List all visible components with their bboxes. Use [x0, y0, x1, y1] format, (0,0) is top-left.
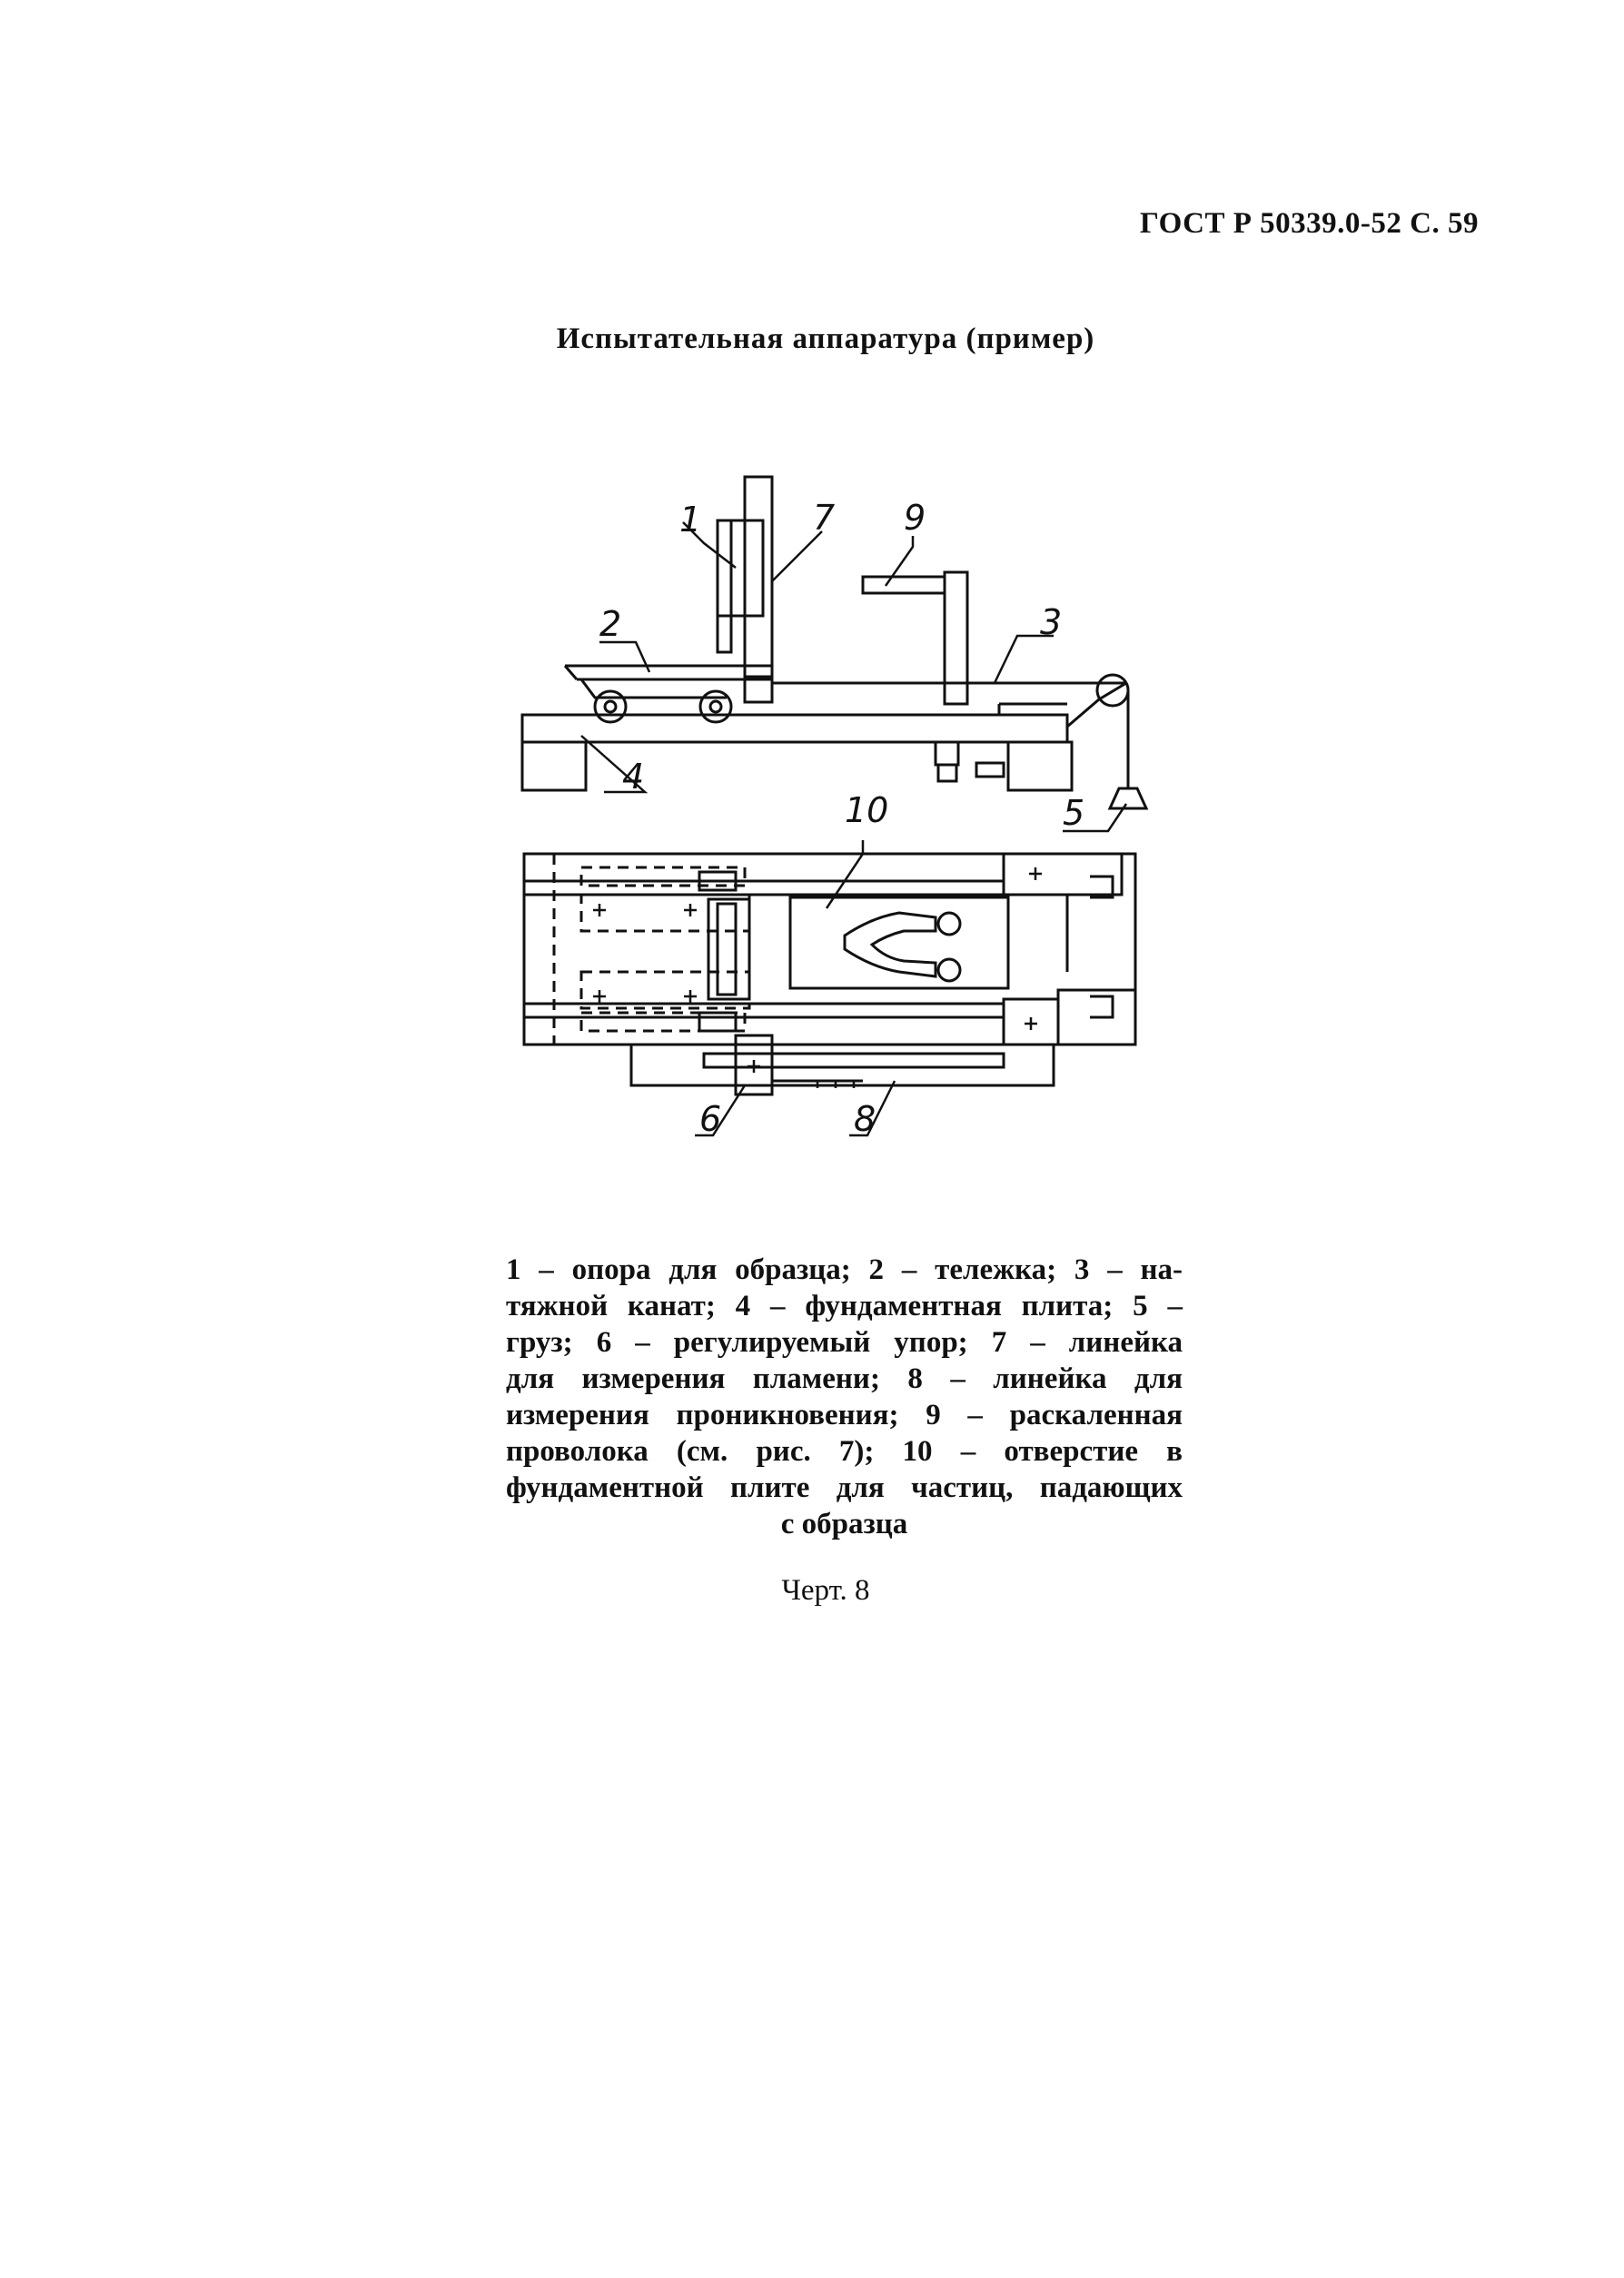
callout-10: 10	[845, 790, 889, 830]
callout-9: 9	[904, 498, 926, 538]
caption-line: измерения проникновения; 9 – раскаленная	[506, 1399, 1183, 1431]
callout-3: 3	[1040, 602, 1063, 642]
caption-line: проволока (см. рис. 7); 10 – отверстие в	[506, 1435, 1183, 1468]
callout-1: 1	[679, 500, 702, 540]
caption-line: для измерения пламени; 8 – линейка для	[506, 1362, 1183, 1395]
callout-7: 7	[813, 498, 836, 538]
section-title: Испытательная аппаратура (пример)	[556, 322, 1095, 355]
callout-8: 8	[854, 1099, 876, 1139]
callout-5: 5	[1063, 793, 1085, 833]
caption-line: тяжной канат; 4 – фундаментная плита; 5 –	[506, 1290, 1183, 1322]
callout-2: 2	[599, 604, 622, 644]
caption-line-last: с образца	[780, 1508, 908, 1540]
caption-line: 1 – опора для образца; 2 – тележка; 3 – на-	[506, 1253, 1183, 1286]
callout-6: 6	[699, 1099, 722, 1139]
figure-caption	[506, 1252, 1183, 1542]
figure-label: Черт. 8	[781, 1574, 870, 1607]
caption-line: фундаментной плите для частиц, падающих	[506, 1471, 1183, 1504]
apparatus-drawing	[490, 454, 1181, 1181]
page-header: ГОСТ Р 50339.0-52 С. 59	[1139, 207, 1479, 240]
caption-line: груз; 6 – регулируемый упор; 7 – линейка	[506, 1326, 1183, 1359]
callout-4: 4	[622, 757, 645, 797]
